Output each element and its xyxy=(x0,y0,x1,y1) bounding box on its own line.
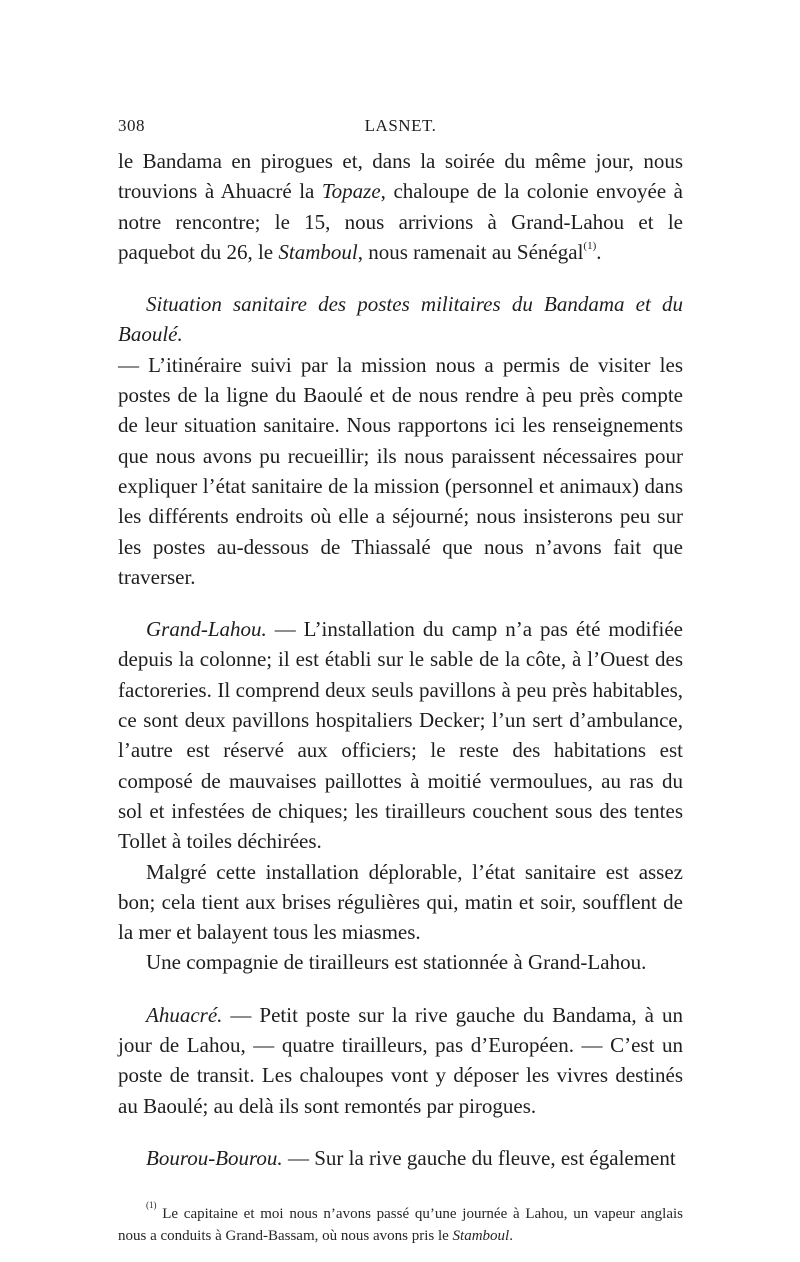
paragraph-compagnie xyxy=(118,947,683,977)
ship-name-stamboul: Stamboul xyxy=(452,1228,510,1245)
paragraph-text: Malgré cette installation déplorable, l’état sanitaire est assez bon; cela tient aux brises régulières qui, matin et soir, soufflent de la mer et balayent tous les miasmes. xyxy=(118,859,683,945)
paragraph-text: — Sur la rive gauche du fleuve, est également xyxy=(282,1145,676,1170)
running-title: LASNET. xyxy=(364,116,437,135)
footnote xyxy=(118,1200,683,1247)
book-page xyxy=(118,112,683,1262)
section-heading: Ahuacré. xyxy=(146,1002,223,1027)
ship-name-topaze: Topaze xyxy=(321,179,381,204)
paragraph-text: , nous ramenait au Sénégal xyxy=(357,239,584,264)
footnote-text: . xyxy=(509,1228,513,1245)
paragraph-text: — L’installation du camp n’a pas été modifiée depuis la colonne; il est établi sur le sable de la côte, à l’Ouest des factoreries. Il comprend deux seuls pavillons à peu près habitables, ce sont deux pavillons hospitaliers Decker; l’un sert d’ambulance, l’autre est réservé aux officiers; le reste des habitations est composé de mauvaises paillottes à moitié vermoulues, au ras du sol et infestées de chiques; les tirailleurs couchent sous des tentes Tollet à toiles déchirées. xyxy=(118,617,683,854)
paragraph-text: Une compagnie de tirailleurs est stationnée à Grand-Lahou. xyxy=(146,950,647,975)
paragraph-text: le Bandama en pirogues et, dans la soirée du même jour, nous trouvions à Ahuacré la xyxy=(118,149,683,204)
paragraph-text: — Petit poste sur la rive gauche du Bandama, à un jour de Lahou, — quatre tirailleurs, pas d’Européen. — C’est un poste de transit. Les chaloupes vont y déposer les vivres destinés au Baoulé; au delà ils sont remontés par pirogues. xyxy=(118,1002,683,1118)
body-text xyxy=(118,146,683,1173)
paragraph-text: — L’itinéraire suivi par la mission nous a permis de visiter les postes de la ligne du Baoulé et de nous rendre à peu près compte de leur situation sanitaire. Nous rapportons ici les renseignements que nous avons pu recueillir; ils nous paraissent nécessaires pour expliquer l’état sanitaire de la mission (personnel et animaux) dans les différents endroits où elle a séjourné; nous insisterons peu sur les postes au-dessous de Thiassalé que nous n’avons fait que traverser. xyxy=(118,352,683,589)
paragraph-situation-sanitaire xyxy=(118,289,683,592)
paragraph-text: . xyxy=(596,239,602,264)
page-number: 308 xyxy=(118,116,145,135)
footnote-marker: (1) xyxy=(146,1200,157,1211)
ship-name-stamboul: Stamboul xyxy=(278,239,358,264)
paragraph-bourou-bourou xyxy=(118,1143,683,1173)
paragraph-etat-sanitaire xyxy=(118,857,683,948)
paragraph-ahuacre xyxy=(118,1000,683,1121)
paragraph-grand-lahou xyxy=(118,614,683,856)
running-head xyxy=(118,112,683,140)
footnote-text: Le capitaine et moi nous n’avons passé qu’une journée à Lahou, un vapeur anglais nous a conduits à Grand-Bassam, où nous avons pris le xyxy=(118,1206,683,1245)
section-heading: Grand-Lahou. xyxy=(146,617,267,642)
section-heading: Bourou-Bourou. xyxy=(146,1145,283,1170)
section-heading: Situation sanitaire des postes militaires du Bandama et du Baoulé. xyxy=(118,292,683,347)
paragraph-text: , chaloupe de la colonie envoyée à notre rencontre; le 15, nous arrivions à Grand-Lahou et le paquebot du 26, le xyxy=(118,179,683,264)
paragraph-voyage xyxy=(118,146,683,267)
footnote-reference[interactable]: (1) xyxy=(583,239,597,252)
